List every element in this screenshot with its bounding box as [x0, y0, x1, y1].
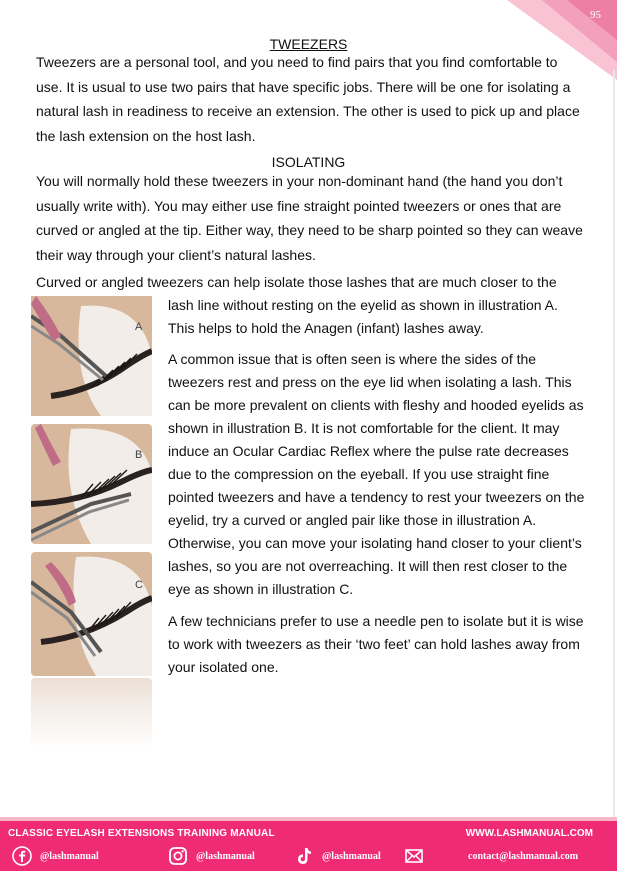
tweezers-paragraph: Tweezers are a personal tool, and you need to find pairs that you find comfortable to use. It is usual to use two pairs that have specific jobs. There will be one for isolating a natural lash in readiness to receive an extension. The other is used to pick up and place the lash extension on the host lash.	[36, 54, 580, 144]
common-issue-paragraph: A common issue that is often seen is where the sides of the tweezers rest and press on the eye lid when isolating a lash. This can be more prevalent on clients with fleshy and hooded eyelids as shown in illustration B. It is not comfortable for the client. It may induce an Ocular Cardiac Reflex where the pulse rate decreases due to the compression on the eyeball. If you use straight fine pointed tweezers and have a tendency to rest your tweezers on the eyelid, try a curved or angled pair like those in illustration A. Otherwise, you can move your isolating hand closer to your client’s lashes, so you are not overreaching. It will then rest closer to the eye as shown in illustration C.	[168, 351, 585, 597]
footer-instagram[interactable]: @lashmanual	[168, 845, 255, 867]
footer	[0, 821, 617, 871]
footer-website-link[interactable]: WWW.LASHMANUAL.COM	[465, 828, 593, 839]
footer-manual-title: CLASSIC EYELASH EXTENSIONS TRAINING MANUAL	[8, 828, 275, 839]
tiktok-icon	[294, 846, 314, 866]
footer-email[interactable]: contact@lashmanual.com	[404, 845, 578, 867]
page-number: 95	[590, 9, 601, 21]
page-edge-rule	[613, 70, 615, 820]
curved-tweezers-intro: Curved or angled tweezers can help isolate those lashes that are much closer to the	[36, 274, 557, 290]
needle-pen-paragraph: A few technicians prefer to use a needle pen to isolate but it is wise to work with tweezers as their ‘two feet’ can hold lashes away from your isolated one.	[168, 613, 584, 675]
illustration-a-paragraph: lash line without resting on the eyelid as shown in illustration A. This helps to hold the Anagen (infant) lashes away.	[168, 297, 558, 336]
isolating-paragraph: You will normally hold these tweezers in your non-dominant hand (the hand you don’t usually write with). You may either use fine straight pointed tweezers or ones that are curved or angled at the tip. Either way, they need to be sharp pointed so they can weave their way through your client’s natural lashes.	[36, 173, 583, 263]
isolating-heading: ISOLATING	[271, 154, 346, 170]
envelope-icon	[404, 846, 424, 866]
illustration-b	[31, 424, 152, 544]
illustration-c-label: C	[135, 579, 143, 591]
footer-tiktok[interactable]: @lashmanual	[294, 845, 381, 867]
facebook-icon	[12, 846, 32, 866]
tweezers-heading: TWEEZERS	[269, 36, 348, 52]
illustration-b-label: B	[135, 449, 143, 461]
illustration-c	[31, 552, 152, 676]
illustration-reflection	[31, 678, 152, 748]
footer-facebook[interactable]: @lashmanual	[12, 845, 99, 867]
illustration-a-label: A	[135, 321, 143, 333]
illustration-a	[31, 296, 152, 416]
instagram-icon	[168, 846, 188, 866]
